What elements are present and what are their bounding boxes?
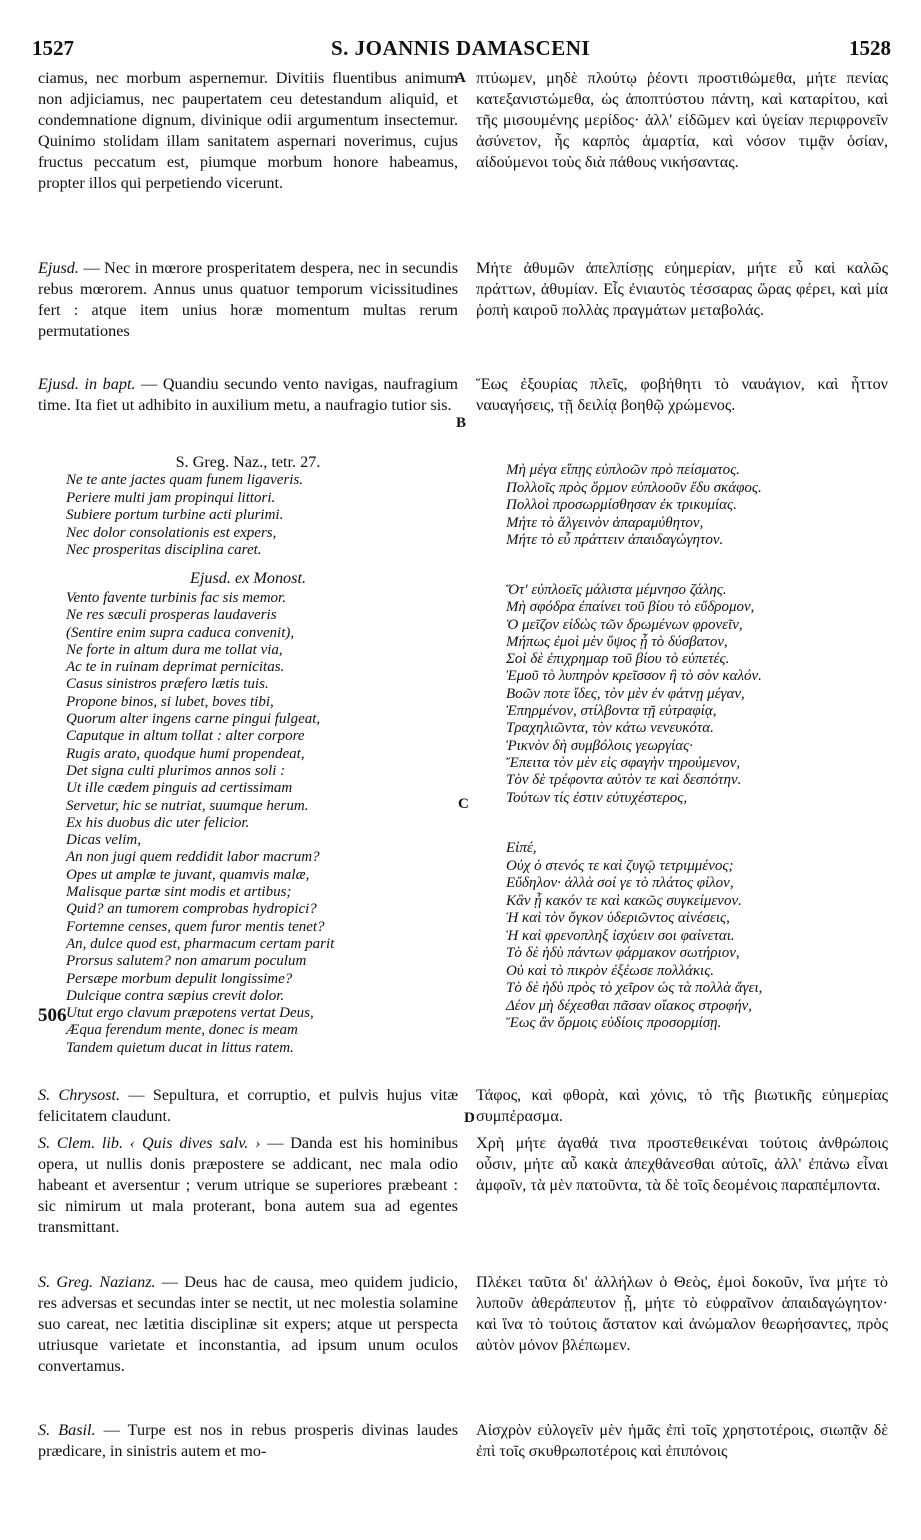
source-citation: S. Greg. Nazianz.	[38, 1273, 156, 1291]
marker-c: C	[458, 796, 469, 812]
source-citation: S. Basil.	[38, 1421, 96, 1439]
greek-paragraph: Αἰσχρὸν εὐλογεῖν μὲν ἡμᾶς ἐπὶ τοῖς χρηστοτέροις, σιωπᾷν δὲ ἐπὶ τοῖς σκυθρωποτέροις καὶ ἐπιπόνοις	[476, 1421, 888, 1460]
greek-verse: Μὴ μέγα εἴπῃς εὐπλοῶν πρὸ πείσματος. Πολλοῖς πρὸς ὅρμον εὐπλοοῦν ἔδυ σκάφος. Πολλοὶ προσωρμίσθησαν ἐκ τρικυμίας. Μήτε τὸ ἄλγεινὸν ἀπαραμύθητον, Μήτε τὸ εὖ πράττειν ἀπαιδαγώγητον.	[506, 462, 762, 548]
greek-paragraph: πτύωμεν, μηδὲ πλούτῳ ῥέοντι προστιθώμεθα, μήτε πενίας κατεξανιστώμεθα, ὡς ἀποπτύστου πάντη, καὶ καταρίτου, καὶ τῆς μισουμένης μερίδος· ἀλλ' εἰδῶμεν καὶ ὑγείαν περιφρονεῖν ἀσύνετον, ἧς καρπὸς ἁμαρτία, καὶ νόσον τιμᾷν ὁσίαν, αἰδούμενοι τοὺς διὰ πάθους νικήσαντας.	[476, 69, 888, 171]
latin-paragraph	[38, 1272, 458, 1377]
marker-d: D	[464, 1110, 475, 1126]
verse-heading: S. Greg. Naz., tetr. 27.	[175, 453, 321, 471]
latin-paragraph	[38, 1085, 458, 1127]
greek-verse: Εἰπέ, Οὐχ ὁ στενός τε καὶ ζυγῷ τετριμμένος; Εὔδηλον· ἀλλὰ σοί γε τὸ πλάτος φίλον, Κἂν ᾖ κακόν τε καὶ κακῶς συγκείμενον. Ἡ καὶ τὸν ὄγκον ὑδεριῶντος αἰνέσεις, Ἡ καὶ φρενοπληξ ἰσχύειν σοι φαίνεται. Τὸ δὲ ἡδὺ πάντων φάρμακον σωτήριον, Οὐ καὶ τὸ πικρὸν ἐξέωσε πολλάκις. Τὸ δὲ ἡδὺ πρὸς τὸ χεῖρον ὡς τὰ πολλὰ ἄγει, Δέον μὴ δέχεσθαι πᾶσαν οἴακος στροφήν, Ἕως ἂν ὅρμοις εὐδίοις προσορμίσῃ.	[506, 840, 763, 1031]
latin-paragraph: ciamus, nec morbum aspernemur. Divitiis fluentibus animum non adjiciamus, nec paupertatem ceu detestandum aliquid, et condemnatione dignum, divinique odii argumentum insectemur. Quinimo stolidam illam sanitatem aspernari noverimus, cujus fructus peccatum est, piumque morbum honore habeamus, propter illos qui perpetiendo vicerunt.	[38, 69, 458, 192]
paragraph-text: — Nec in mœrore prosperitatem despera, nec in secundis rebus mœrorem. Annus unus quatuor temporum vicissitudines fert : atque item unius horæ momentum multas rerum permutationes	[38, 259, 458, 340]
verse-heading: Ejusd. ex Monost.	[190, 569, 306, 587]
paragraph-text: — Danda est his hominibus opera, ut nullis donis præpostere se addicant, nec mala odio habeant et aversentur ; verum utrique se superiores præbeant : sic nimirum ut mala proterant, bona autem sua ad egentes transmittant.	[38, 1134, 458, 1236]
paragraph-text: — Deus hac de causa, meo quidem judicio, res adversas et secundas inter se nectit, ut nec molestia solamine suo careat, nec lætitia disciplinæ sit expers; atque ut perspecta utriusque varietate et inconstantia, ad ipsum unum oculos convertamus.	[38, 1273, 459, 1375]
paragraph-text: — Turpe est nos in rebus prosperis divinas laudes prædicare, in sinistris autem et mo-	[38, 1421, 459, 1460]
latin-verse: Ne te ante jactes quam funem ligaveris. Periere multi jam propinqui littori. Subiere portum turbine acti plurimi. Nec dolor consolationis est expers, Nec prosperitas disciplina caret.	[66, 472, 304, 558]
latin-paragraph	[38, 1133, 458, 1238]
greek-paragraph: Ἕως ἐξουρίας πλεῖς, φοβήθητι τὸ ναυάγιον, καὶ ἧττον ναυαγήσεις, τῇ δειλίᾳ βοηθῷ χρώμενος.	[476, 375, 888, 414]
source-citation: S. Chrysost.	[38, 1086, 121, 1104]
right-page-number: 1528	[849, 36, 891, 60]
greek-verse: Ὅτ' εὐπλοεῖς μάλιστα μέμνησο ζάλης. Μὴ σφόδρα ἐπαίνει τοῦ βίου τὸ εὔδρομον, Ὁ μεῖζον εἰδὼς τῶν δρωμένων φρονεῖν, Μήπως ἐμοὶ μὲν ὕψος ᾖ τὸ δύσβατον, Σοὶ δὲ ἐπιχρημαρ τοῦ βίου τὸ εὐπετές. Ἐμοῦ τὸ λυπηρὸν κρεῖσσον ἢ τὸ σὸν καλόν. Βοῶν ποτε ἴδες, τὸν μὲν ἐν φάτνῃ μέγαν, Ἐπηρμένον, στίλβοντα τῇ εὐτραφίᾳ, Τραχηλιῶντα, τὸν κάτω νενευκότα. Ῥικνὸν δὴ συμβόλοις γεωργίας· Ἔπειτα τὸν μὲν εἰς σφαγὴν τηρούμενον, Τὸν δὲ τρέφοντα αὐτὸν τε καὶ δεσπότην. Τούτων τίς ἐστιν εὐτυχέστερος,	[506, 582, 762, 806]
latin-paragraph	[38, 374, 458, 416]
marker-a: A	[455, 70, 466, 86]
margin-number: 506	[38, 1005, 67, 1026]
left-page-number: 1527	[32, 36, 74, 60]
paragraph-text: — Sepultura, et corruptio, et pulvis hujus vitæ felicitatem claudunt.	[38, 1086, 458, 1125]
latin-paragraph	[38, 1420, 458, 1462]
greek-paragraph: Μήτε ἀθυμῶν ἀπελπίσῃς εὐημερίαν, μήτε εὖ καὶ καλῶς πράττων, ἀθυμίαν. Εἷς ἐνιαυτὸς τέσσαρας ὥρας φέρει, καὶ μία ῥοπὴ καιροῦ πολλὰς πραγμάτων μεταβολάς.	[476, 259, 888, 319]
page-header	[0, 36, 921, 66]
running-title: S. JOANNIS DAMASCENI	[330, 36, 591, 60]
latin-paragraph	[38, 258, 458, 342]
latin-verse: Vento favente turbinis fac sis memor. Ne res sæculi prosperas laudaveris (Sentire enim supra caduca convenit), Ne forte in altum dura me tollat via, Ac te in ruinam deprimat pernicitas. Casus sinistros præfero lætis tuis. Propone binos, si lubet, boves tibi, Quorum alter ingens carne pingui fulgeat, Caputque in altum tollat : alter corpore Rugis arato, quodque humi propendeat, Det signa culti plurimos annos soli : Ut ille cædem pinguis ad certissimam Servetur, hic se nutriat, suumque herum. Ex his duobus dic uter felicior. Dicas velim, An non jugi quem reddidit labor macrum? Opes ut amplæ te juvant, quamvis malæ, Malisque partæ sint modis et artibus; Quid? an tumorem comprobas hydropici? Fortemne censes, quem furor mentis tenet? An, dulce quod est, pharmacum certam parit Prorsus salutem? non amarum poculum Persæpe morbum depulit longissime? Dulcique contra sæpius crevit dolor. Utut ergo clavum præpotens vertat Deus, Æqua ferendum mente, donec is meam Tandem quietum ducat in littus ratem.	[66, 590, 335, 1056]
greek-paragraph: Τάφος, καὶ φθορὰ, καὶ χόνις, τὸ τῆς βιωτικῆς εὐημερίας συμπέρασμα.	[476, 1086, 888, 1125]
source-citation: Ejusd.	[38, 259, 79, 277]
marker-b: B	[456, 415, 467, 431]
source-citation: S. Clem. lib. ‹ Quis dives salv. ›	[38, 1134, 261, 1152]
source-citation: Ejusd. in bapt.	[38, 375, 136, 393]
greek-paragraph: Πλέκει ταῦτα δι' ἀλλήλων ὁ Θεὸς, ἐμοὶ δοκοῦν, ἵνα μήτε τὸ λυποῦν ἀθεράπευτον ᾖ, μήτε τὸ εὐφραῖνον ἀπαιδαγώγητον· καὶ ἵνα τὸ τούτοις ἄστατον καὶ ἀνώμαλον θεωρήσαντες, πρὸς αὐτὸν μόνον βλέπωμεν.	[476, 1273, 888, 1354]
paragraph-text: — Quandiu secundo vento navigas, naufragium time. Ita fiet ut adhibito in auxilium metu, a naufragio tutior sis.	[38, 375, 459, 414]
greek-paragraph: Χρὴ μήτε ἀγαθά τινα προστεθεικέναι τούτοις ἀνθρώποις οὖσιν, μήτε αὖ κακὰ ἀπεχθάνεσθαι αὐτοῖς, ἀλλ' ἐπάνω εἶναι ἀμφοῖν, τὰ μὲν πατοῦντα, τὰ δὲ τοῖς δεομένοις παραπέμποντα.	[476, 1134, 888, 1194]
